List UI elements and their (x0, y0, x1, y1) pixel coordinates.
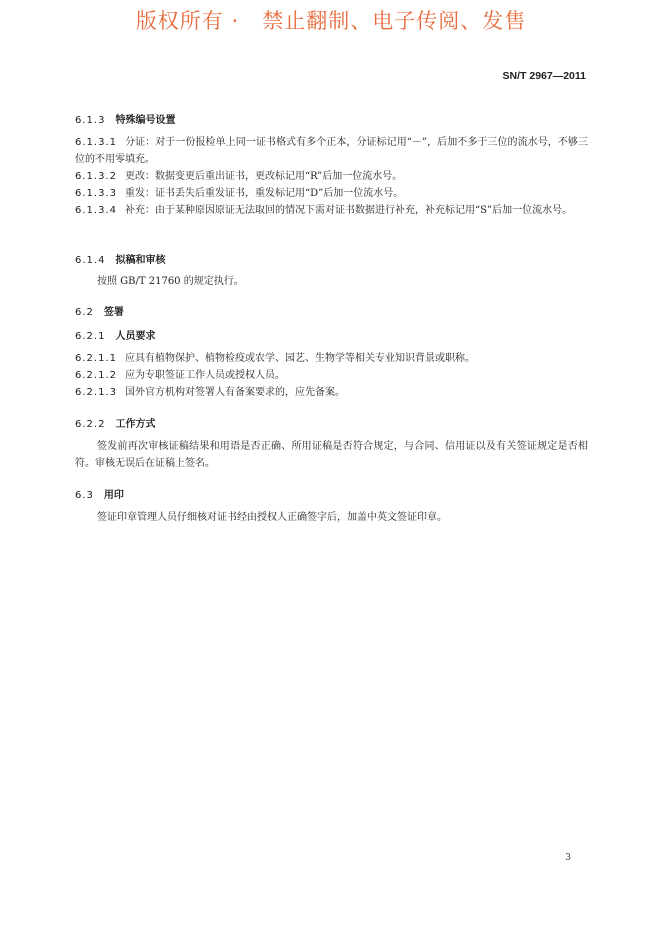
clause-6-1-3-2 (75, 168, 588, 185)
section-title: 拟稿和审核 (115, 255, 166, 266)
clause-6-1-3-3 (75, 185, 588, 202)
section-heading-6-1-3 (75, 111, 588, 126)
paragraph-6-2-2: 签发前再次审核证稿结果和用语是否正确、所用证稿是否符合规定，与合同、信用证以及有关签证规定是否相符。审核无误后在证稿上签名。 (75, 441, 588, 469)
clause-6-1-3-4 (75, 202, 588, 219)
section-number: 6.2 (75, 307, 94, 318)
clause-text: 重发：证书丢失后重发证书，重发标记用“D”后加一位流水号。 (125, 188, 404, 199)
clause-text: 分证：对于一份报检单上同一证书格式有多个正本，分证标记用“－”，后加不多于三位的流水号，不够三位的不用零填充。 (75, 137, 588, 165)
clause-number: 6.2.1.1 (75, 353, 117, 364)
section-title: 用印 (103, 490, 124, 501)
section-number: 6.2.2 (75, 419, 106, 430)
section-number: 6.3 (75, 490, 94, 501)
section-number: 6.1.3 (75, 115, 106, 126)
clause-number: 6.1.3.3 (75, 188, 117, 199)
section-heading-6-2-2 (75, 415, 588, 430)
section-title: 工作方式 (115, 419, 156, 430)
clause-number: 6.2.1.3 (75, 387, 117, 398)
clause-number: 6.1.3.4 (75, 205, 117, 216)
clause-number: 6.1.3.2 (75, 171, 117, 182)
clause-text: 补充：由于某种原因原证无法取回的情况下需对证书数据进行补充，补充标记用“S”后加一位流水号。 (125, 205, 573, 216)
clause-text: 应为专职签证工作人员或授权人员。 (125, 370, 285, 381)
section-heading-6-3 (75, 486, 588, 501)
clause-number: 6.2.1.2 (75, 370, 117, 381)
section-heading-6-1-4 (75, 251, 588, 266)
section-number: 6.1.4 (75, 255, 106, 266)
clause-6-2-1-1 (75, 350, 588, 367)
section-title: 签署 (103, 307, 124, 318)
clause-6-1-3-1 (75, 134, 588, 168)
clause-6-2-1-3 (75, 384, 588, 401)
section-heading-6-2-1 (75, 327, 588, 342)
paragraph-6-1-4: 按照 GB/T 21760 的规定执行。 (97, 276, 244, 287)
section-heading-6-2 (75, 303, 588, 318)
clause-text: 应具有植物保护、植物检疫或农学、园艺、生物学等相关专业知识背景或职称。 (125, 353, 475, 364)
clause-text: 国外官方机构对签署人有备案要求的，应先备案。 (125, 387, 345, 398)
section-title: 特殊编号设置 (115, 115, 176, 126)
page-number: 3 (565, 853, 571, 863)
copyright-watermark: 版权所有 · 禁止翻制、电子传阅、发售 (135, 9, 527, 33)
clause-text: 更改：数据变更后重出证书，更改标记用“R”后加一位流水号。 (125, 171, 403, 182)
clause-6-2-1-2 (75, 367, 588, 384)
section-title: 人员要求 (115, 331, 156, 342)
paragraph-6-3: 签证印章管理人员仔细核对证书经由授权人正确签字后，加盖中英文签证印章。 (97, 512, 447, 523)
standard-code: SN/T 2967—2011 (502, 70, 586, 82)
section-number: 6.2.1 (75, 331, 106, 342)
clause-number: 6.1.3.1 (75, 137, 117, 148)
